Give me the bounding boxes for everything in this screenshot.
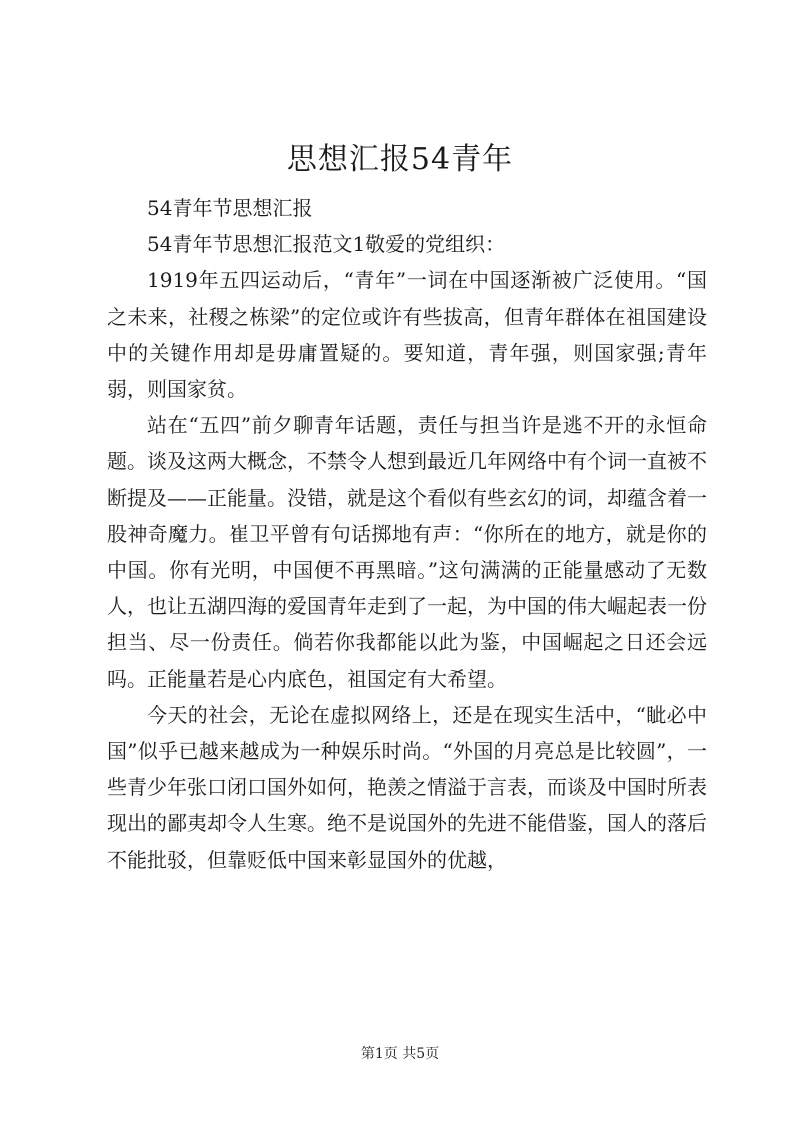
paragraph: 54青年节思想汇报范文1敬爱的党组织： [147, 232, 506, 257]
paragraph: 54青年节思想汇报 [147, 196, 313, 220]
document-title: 思想汇报54青年 [286, 142, 514, 177]
paragraph: 站在“五四”前夕聊青年话题，责任与担当许是逃不开的永恒命题。谈及这两大概念，不禁令人想到最近几年网络中有个词一直被不断提及——正能量。没错，就是这个看似有些玄幻的词，却蕴含着一股神奇魔力。崔卫平曾有句话掷地有声：“你所在的地方，就是你的中国。你有光明，中国便不再黑暗。”这句满满的正能量感动了无数人，也让五湖四海的爱国青年走到了一起，为中国的伟大崛起表一份担当、尽一份责任。倘若你我都能以此为鉴，中国崛起之日还会远吗。正能量若是心内底色，祖国定有大希望。 [107, 413, 707, 691]
page-footer: 第1页 共5页 [360, 1046, 440, 1062]
paragraph: 今天的社会，无论在虚拟网络上，还是在现实生活中，“眦必中国”似乎已越来越成为一种娱乐时尚。“外国的月亮总是比较圆”，一些青少年张口闭口国外如何，艳羡之情溢于言表，而谈及中国时所表现出的鄙夷却令人生寒。绝不是说国外的先进不能借鉴，国人的落后不能批驳，但靠贬低中国来彰显国外的优越， [107, 702, 707, 872]
document-body [107, 190, 707, 878]
paragraph: 1919年五四运动后，“青年”一词在中国逐渐被广泛使用。“国之未来，社稷之栋梁”的定位或许有些拔高，但青年群体在祖国建设中的关键作用却是毋庸置疑的。要知道，青年强，则国家强;青年弱，则国家贫。 [107, 268, 707, 402]
